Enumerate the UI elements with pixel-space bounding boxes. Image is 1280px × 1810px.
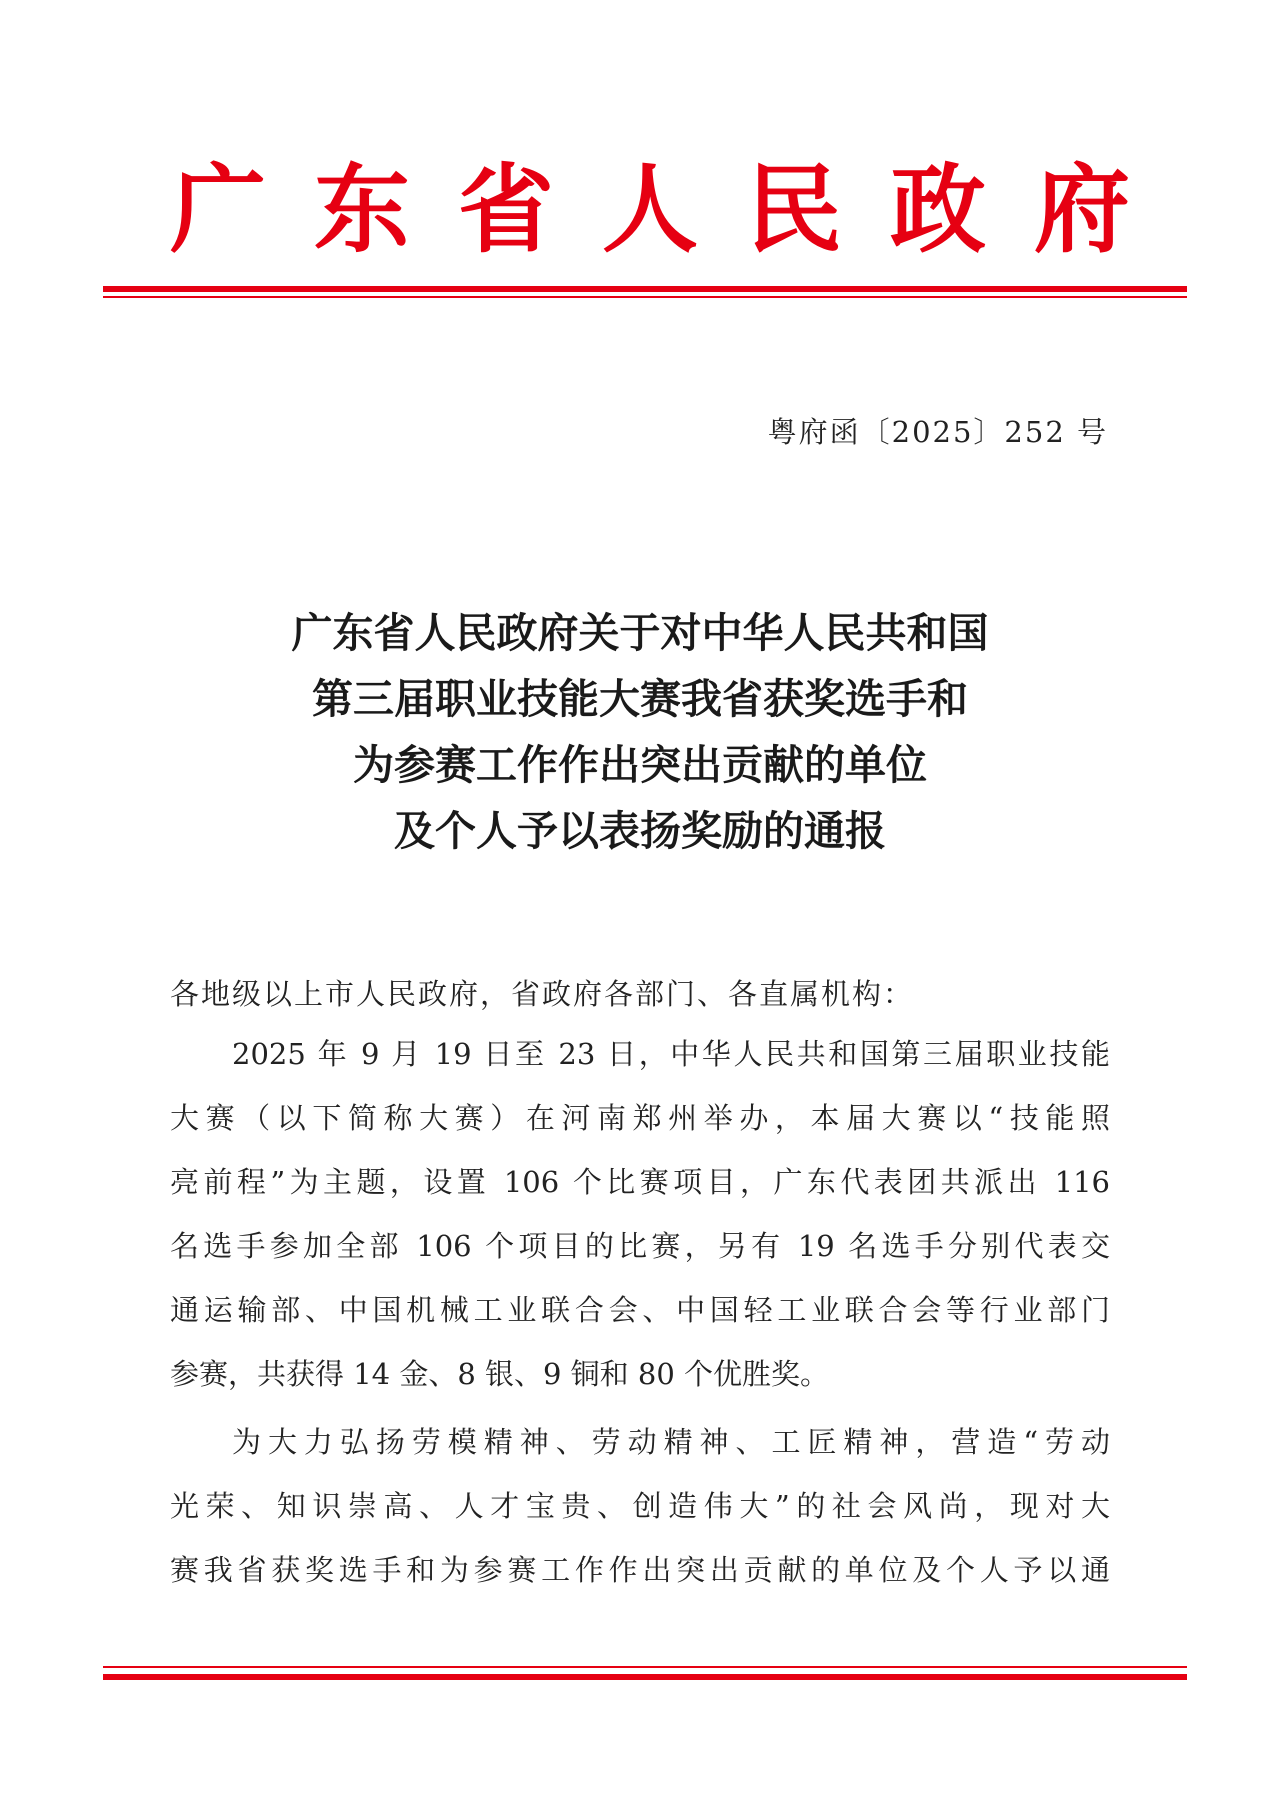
text-line: 大赛（以下简称大赛）在河南郑州举办，本届大赛以“技能照 — [170, 1101, 1110, 1135]
title-line: 第三届职业技能大赛我省获奖选手和 — [312, 675, 968, 723]
header-char: 东 — [314, 153, 410, 266]
text-line: 光荣、知识崇高、人才宝贵、创造伟大”的社会风尚，现对大 — [170, 1489, 1110, 1523]
header-char: 府 — [1034, 153, 1130, 266]
footer-rule-thin — [103, 1666, 1187, 1668]
header-char: 政 — [890, 153, 986, 266]
title-line: 广东省人民政府关于对中华人民共和国 — [291, 609, 989, 657]
document-title — [170, 600, 1110, 864]
header-char: 省 — [458, 153, 554, 266]
text-line: 参赛，共获得 14 金、8 银、9 铜和 80 个优胜奖。 — [170, 1357, 830, 1391]
header-char: 民 — [746, 153, 842, 266]
header-char: 人 — [602, 153, 698, 266]
title-line: 及个人予以表扬奖励的通报 — [394, 807, 886, 855]
paragraph-1 — [170, 1022, 1110, 1406]
document-number: 粤府函〔2025〕252 号 — [767, 415, 1108, 449]
text-line: 名选手参加全部 106 个项目的比赛，另有 19 名选手分别代表交 — [170, 1229, 1110, 1263]
text-line: 亮前程”为主题，设置 106 个比赛项目，广东代表团共派出 116 — [170, 1165, 1110, 1199]
paragraph-2 — [170, 1410, 1110, 1602]
header-rule-thin — [103, 296, 1187, 298]
header-rule-thick — [103, 286, 1187, 292]
text-line: 2025 年 9 月 19 日至 23 日，中华人民共和国第三届职业技能 — [232, 1037, 1110, 1071]
text-line: 通运输部、中国机械工业联合会、中国轻工业联合会等行业部门 — [170, 1293, 1110, 1327]
footer-rule-thick — [103, 1674, 1187, 1680]
salutation: 各地级以上市人民政府，省政府各部门、各直属机构： — [170, 977, 915, 1011]
header-char: 广 — [170, 153, 266, 266]
title-line: 为参赛工作作出突出贡献的单位 — [353, 741, 927, 789]
text-line: 赛我省获奖选手和为参赛工作作出突出贡献的单位及个人予以通 — [170, 1553, 1110, 1587]
issuing-authority-header — [170, 150, 1130, 270]
text-line: 为大力弘扬劳模精神、劳动精神、工匠精神，营造“劳动 — [232, 1425, 1110, 1459]
